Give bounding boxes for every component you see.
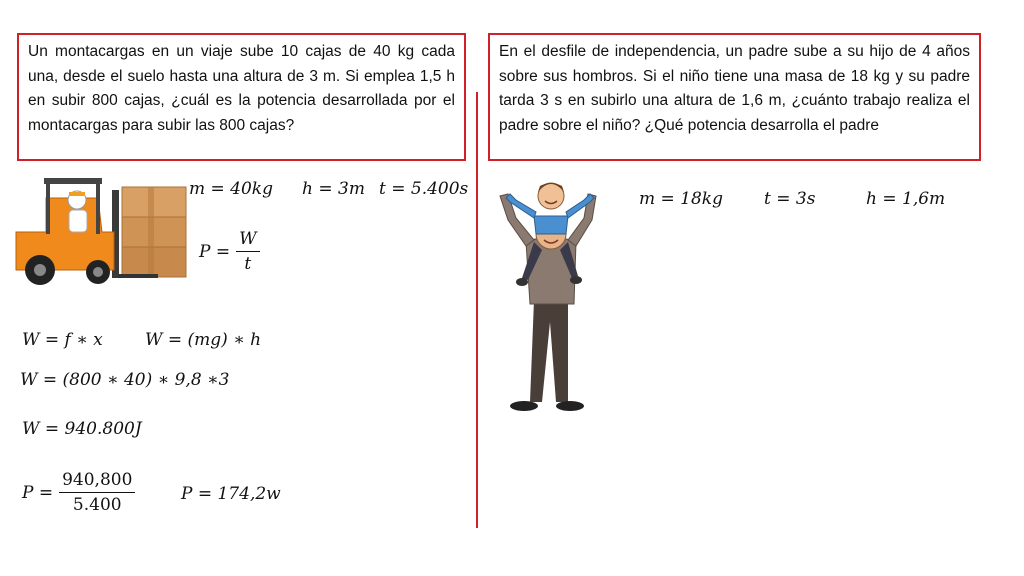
- given-time-right: t = 3s: [764, 189, 816, 209]
- given-mass-right: m = 18kg: [639, 189, 723, 209]
- given-height-left: h = 3m: [302, 179, 365, 199]
- work-substitution: W = (800 ∗ 40) ∗ 9,8 ∗3: [20, 370, 230, 390]
- boxes-stack: [122, 187, 186, 277]
- given-height-right: h = 1,6m: [866, 189, 946, 209]
- right-problem-statement: En el desfile de independencia, un padre sube a su hijo de 4 años sobre sus hombros. Si el niño tiene una masa de 18 kg y su padre tarda 3 s en subirlo una altura de 1,6 m, ¿cuánto trabajo realiza el padre sobre el niño? ¿Qué potencia desarrolla el padre: [488, 33, 981, 161]
- father-child-illustration: [494, 172, 606, 420]
- given-mass-left: m = 40kg: [189, 179, 273, 199]
- power-formula-lhs: P =: [199, 241, 231, 262]
- power-substitution-denominator: 5.400: [72, 495, 122, 515]
- work-formula-force: W = f ∗ x: [22, 330, 103, 350]
- power-formula-numerator: W: [236, 229, 259, 252]
- power-substitution-lhs: P =: [22, 482, 54, 503]
- power-result: P = 174,2w: [181, 484, 281, 504]
- column-divider: [476, 92, 478, 528]
- work-formula-mgh: W = (mg) ∗ h: [145, 330, 262, 350]
- work-result: W = 940.800J: [22, 419, 142, 439]
- power-substitution: [22, 470, 135, 515]
- power-formula: [199, 229, 260, 274]
- power-substitution-numerator: 940,800: [59, 470, 135, 493]
- power-formula-denominator: t: [244, 254, 252, 274]
- given-time-left: t = 5.400s: [379, 179, 469, 199]
- left-problem-statement: Un montacargas en un viaje sube 10 cajas de 40 kg cada una, desde el suelo hasta una altura de 3 m. Si emplea 1,5 h en subir 800 cajas, ¿cuál es la potencia desarrollada por el montacargas para subir las 800 cajas?: [17, 33, 466, 161]
- forklift-illustration: [6, 170, 190, 288]
